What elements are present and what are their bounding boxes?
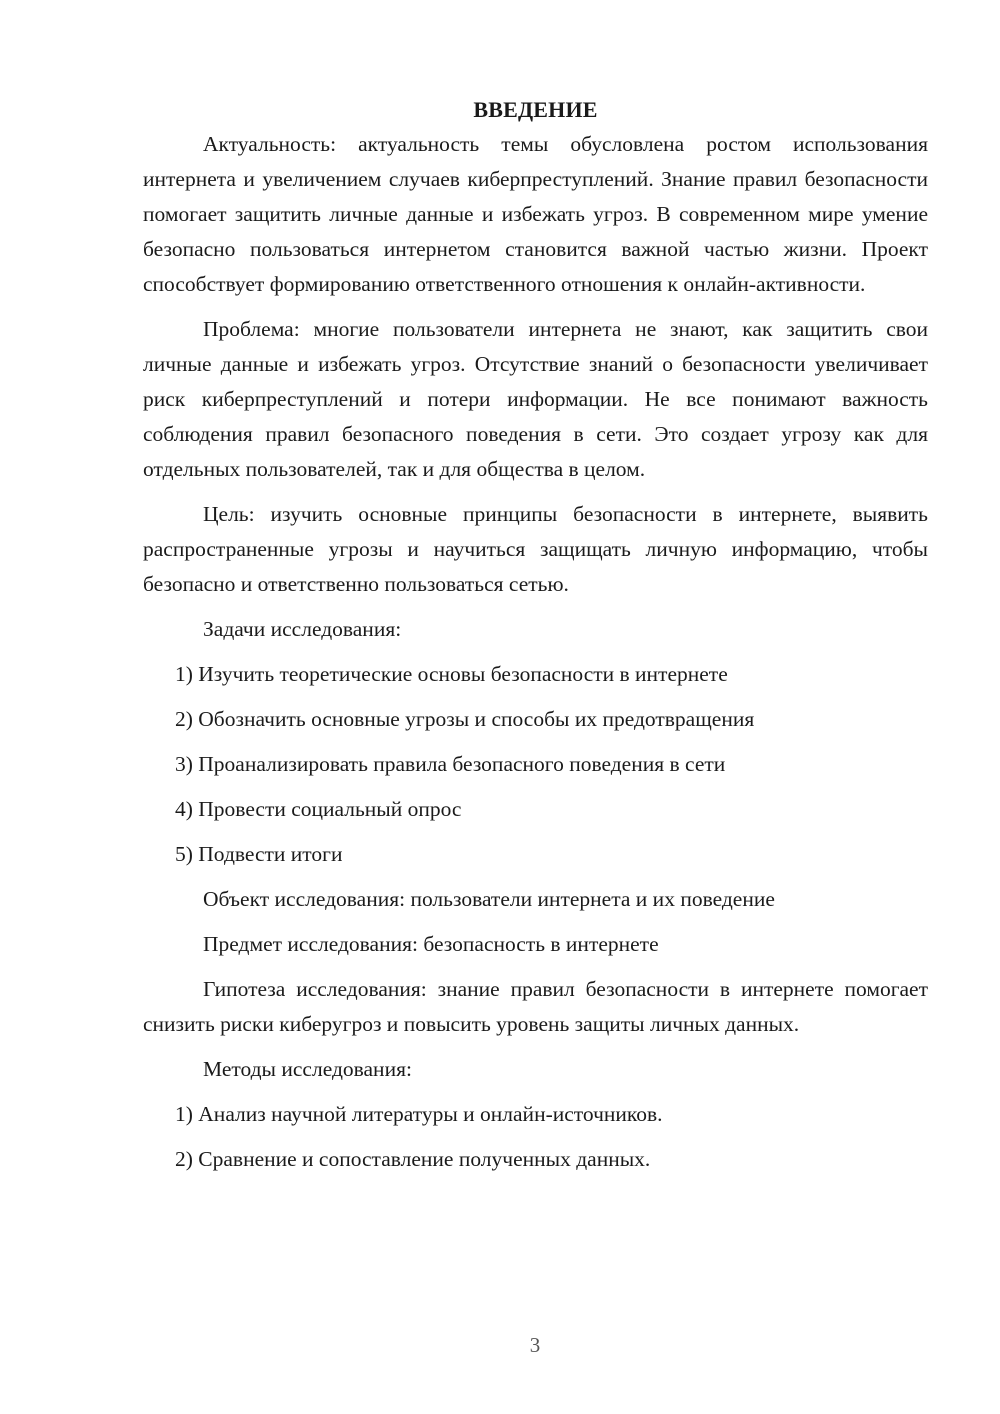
paragraph-hypothesis: Гипотеза исследования: знание правил безопасности в интернете помогает снизить риски киберугроз и повысить уровень защиты личных данных. — [143, 977, 928, 1036]
paragraph-relevance: Актуальность: актуальность темы обусловлена ростом использования интернета и увеличением случаев киберпреступлений. Знание правил безопасности помогает защитить личные данные и избежать угроз. В современном мире умение безопасно пользоваться интернетом становится важной частью жизни. Проект способствует формированию ответственного отношения к онлайн-активности. — [143, 132, 928, 296]
methods-heading: Методы исследования: — [203, 1057, 412, 1081]
paragraph-problem: Проблема: многие пользователи интернета не знают, как защитить свои личные данные и избежать угроз. Отсутствие знаний о безопасности увеличивает риск киберпреступлений и потери информации. Не все понимают важность соблюдения правил безопасного поведения в сети. Это создает угрозу как для отдельных пользователей, так и для общества в целом. — [143, 317, 928, 481]
tasks-list — [143, 657, 928, 872]
tasks-heading: Задачи исследования: — [203, 617, 402, 641]
research-subject: Предмет исследования: безопасность в интернете — [203, 932, 659, 956]
list-item: 5) Подвести итоги — [175, 842, 343, 866]
list-item: 1) Анализ научной литературы и онлайн-источников. — [175, 1102, 663, 1126]
page-number: 3 — [529, 1333, 541, 1357]
list-item: 3) Проанализировать правила безопасного поведения в сети — [175, 752, 726, 776]
list-item: 2) Сравнение и сопоставление полученных данных. — [175, 1147, 651, 1171]
research-object: Объект исследования: пользователи интернета и их поведение — [203, 887, 775, 911]
paragraph-goal: Цель: изучить основные принципы безопасности в интернете, выявить распространенные угрозы и научиться защищать личную информацию, чтобы безопасно и ответственно пользоваться сетью. — [143, 502, 928, 596]
document-page — [143, 92, 928, 1187]
list-item: 1) Изучить теоретические основы безопасности в интернете — [175, 662, 728, 686]
list-item: 2) Обозначить основные угрозы и способы их предотвращения — [175, 707, 755, 731]
methods-list — [143, 1097, 928, 1177]
list-item: 4) Провести социальный опрос — [175, 797, 462, 821]
document-title: ВВЕДЕНИЕ — [473, 97, 598, 122]
